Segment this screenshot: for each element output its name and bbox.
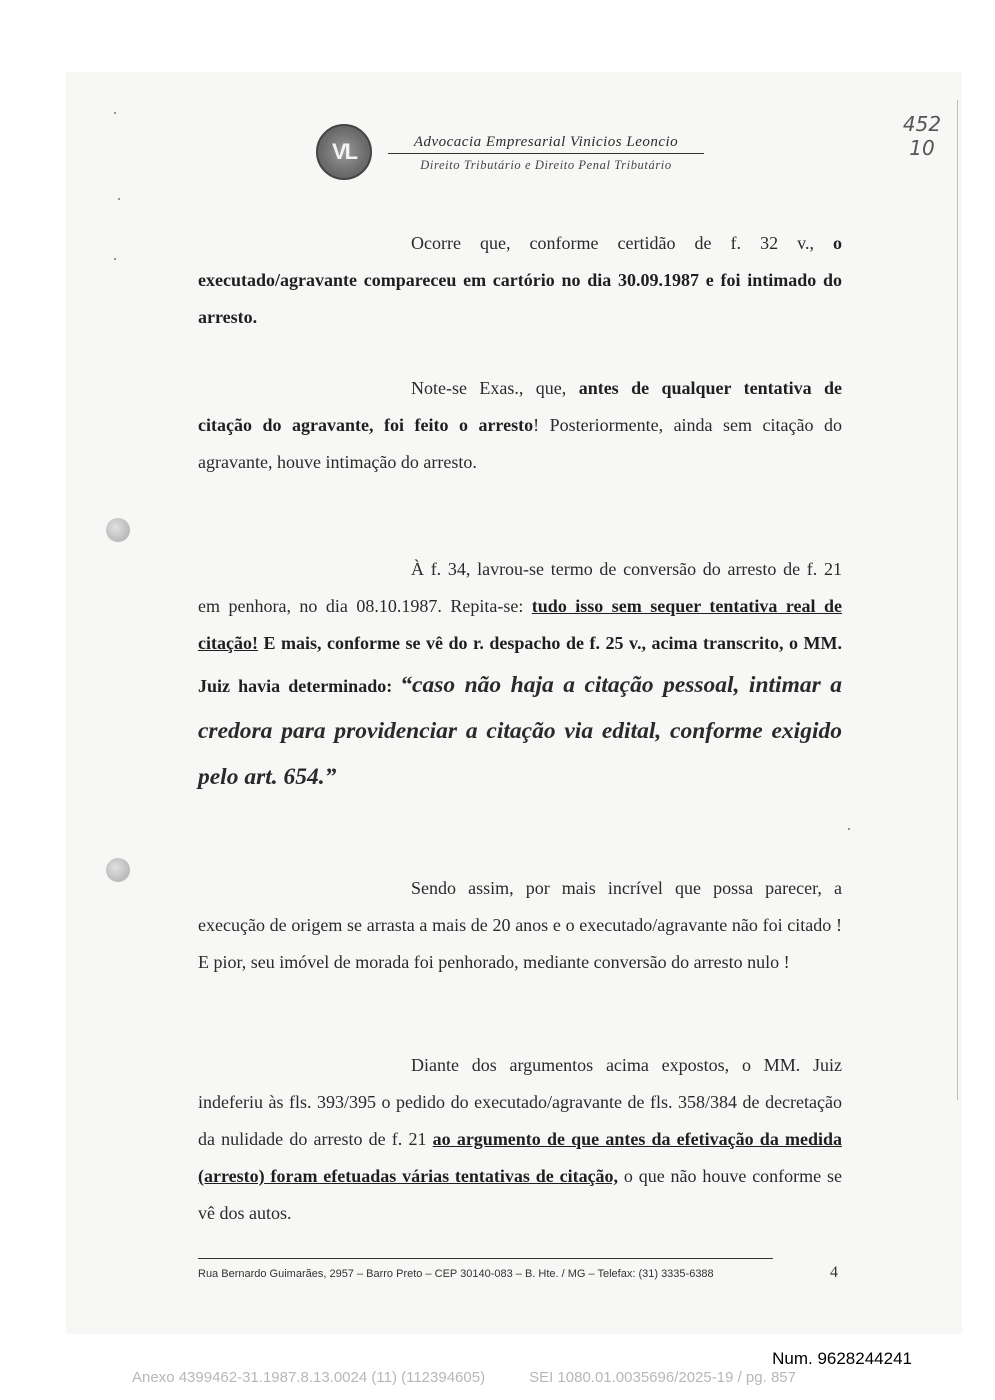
document-body bbox=[198, 225, 842, 1232]
p2-text-1: Note-se Exas., que, bbox=[411, 378, 579, 398]
p2-text-2: antes de qualquer tentativa de citação do agravante, foi feito o arresto bbox=[198, 378, 842, 435]
scan-speck bbox=[114, 112, 116, 114]
paragraph-5 bbox=[198, 1047, 842, 1232]
p5-text-1: Diante dos argumentos acima expostos, o MM. Juiz indeferiu às fls. 393/395 o pedido do executado/agravante de fls. 358/384 de decretação da nulidade do arresto de f. 21 bbox=[198, 1055, 842, 1149]
scan-speck bbox=[114, 258, 116, 260]
punch-hole-bottom bbox=[106, 858, 130, 882]
annex-stamp bbox=[132, 1369, 912, 1386]
paragraph-3 bbox=[198, 551, 842, 800]
p3-text-2: tudo isso sem sequer tentativa real de citação! bbox=[198, 596, 842, 653]
p1-text-1: Ocorre que, conforme certidão de f. 32 v., bbox=[411, 233, 833, 253]
firm-name: Advocacia Empresarial Vinicios Leoncio bbox=[388, 134, 704, 154]
paragraph-2 bbox=[198, 370, 842, 481]
handwritten-line-1: 452 bbox=[902, 112, 942, 136]
p3-text-3: E mais, conforme se vê do r. despacho de f. 25 v., acima transcrito, o MM. Juiz havia determinado: bbox=[198, 633, 842, 696]
handwritten-line-2: 10 bbox=[909, 136, 935, 160]
footer-rule bbox=[198, 1258, 773, 1259]
page-number: 4 bbox=[830, 1264, 838, 1281]
p1-text-2: o executado/agravante compareceu em cartório no dia 30.09.1987 e foi intimado do arresto. bbox=[198, 233, 842, 327]
p3-text-1: À f. 34, lavrou-se termo de conversão do arresto de f. 21 em penhora, no dia 08.10.1987. Repita-se: bbox=[198, 559, 842, 616]
paragraph-4 bbox=[198, 870, 842, 981]
logo-text: VL bbox=[331, 139, 357, 164]
letterhead bbox=[316, 124, 736, 184]
p5-text-3: o que não houve conforme se vê dos autos. bbox=[198, 1166, 842, 1223]
punch-hole-top bbox=[106, 518, 130, 542]
footer-address: Rua Bernardo Guimarães, 2957 – Barro Preto – CEP 30140-083 – B. Hte. / MG – Telefax: (31) 3335-6388 bbox=[198, 1268, 714, 1280]
annex-reference: Anexo 4399462-31.1987.8.13.0024 (11) (112394605) bbox=[132, 1369, 486, 1386]
handwritten-page-note bbox=[902, 112, 942, 160]
document-number-stamp: Num. 9628244241 bbox=[772, 1349, 912, 1368]
paragraph-1 bbox=[198, 225, 842, 336]
p2-text-3: ! Posteriormente, ainda sem citação do agravante, houve intimação do arresto. bbox=[198, 415, 842, 472]
sei-reference: SEI 1080.01.0035696/2025-19 / pg. 857 bbox=[529, 1369, 796, 1386]
scan-edge-line bbox=[957, 100, 958, 1100]
p5-text-2: ao argumento de que antes da efetivação da medida (arresto) foram efetuadas várias tentativas de citação, bbox=[198, 1129, 842, 1186]
scan-speck bbox=[848, 828, 850, 830]
scan-speck bbox=[118, 198, 120, 200]
p4-text-1: Sendo assim, por mais incrível que possa parecer, a execução de origem se arrasta a mais de 20 anos e o executado/agravante não foi citado ! E pior, seu imóvel de morada foi penhorado, mediante conversão do arresto nulo ! bbox=[198, 878, 842, 972]
firm-logo bbox=[316, 124, 372, 180]
p3-quote: “caso não haja a citação pessoal, intimar a credora para providenciar a citação via edital, conforme exigido pelo art. 654.” bbox=[198, 672, 842, 790]
firm-subtitle: Direito Tributário e Direito Penal Tributário bbox=[420, 158, 672, 172]
